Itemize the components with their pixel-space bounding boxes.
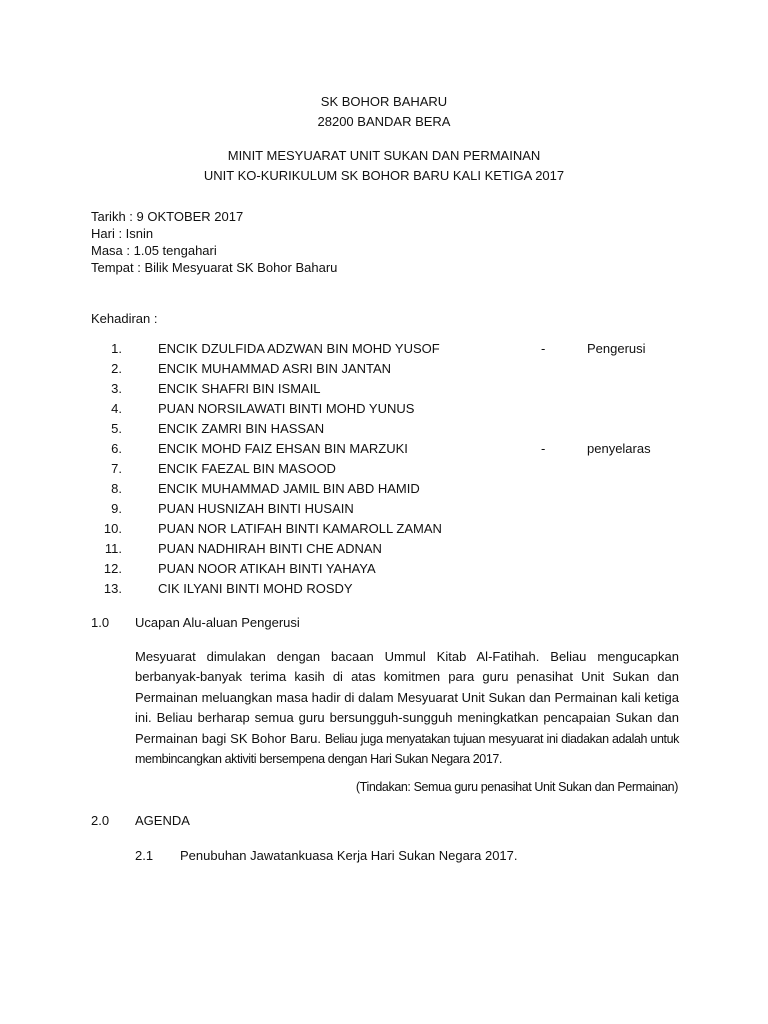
attendee-name: ENCIK DZULFIDA ADZWAN BIN MOHD YUSOF <box>158 341 440 356</box>
attendee-number: 10. <box>103 521 122 536</box>
attendee-name: ENCIK SHAFRI BIN ISMAIL <box>158 381 321 396</box>
role-dash: - <box>541 441 546 456</box>
school-name: SK BOHOR BAHARU <box>320 94 448 109</box>
meeting-date: Tarikh : 9 OKTOBER 2017 <box>91 209 244 224</box>
attendee-number: 13. <box>103 581 122 596</box>
attendee-name: ENCIK FAEZAL BIN MASOOD <box>158 461 336 476</box>
attendee-name: PUAN NADHIRAH BINTI CHE ADNAN <box>158 541 382 556</box>
attendee-number: 11. <box>104 541 122 556</box>
attendee-number: 7. <box>111 461 122 476</box>
opening-paragraph <box>135 647 679 769</box>
action-note: (Tindakan: Semua guru penasihat Unit Sukan dan Permainan) <box>355 780 678 794</box>
attendee-name: PUAN NOOR ATIKAH BINTI YAHAYA <box>158 561 376 576</box>
attendee-name: ENCIK ZAMRI BIN HASSAN <box>158 421 325 436</box>
attendee-number: 2. <box>111 361 122 376</box>
section-number: 2.0 <box>91 813 110 828</box>
subsection-number: 2.1 <box>135 848 154 863</box>
meeting-time: Masa : 1.05 tengahari <box>91 243 217 258</box>
attendee-number: 9. <box>111 501 122 516</box>
section-title: Ucapan Alu-aluan Pengerusi <box>135 615 300 630</box>
attendee-number: 1. <box>111 341 122 356</box>
attendee-role: Pengerusi <box>587 341 646 356</box>
attendee-role: penyelaras <box>587 441 651 456</box>
attendee-name: ENCIK MUHAMMAD ASRI BIN JANTAN <box>158 361 392 376</box>
subsection-title: Penubuhan Jawatankuasa Kerja Hari Sukan Negara 2017. <box>180 848 518 863</box>
attendee-number: 4. <box>111 401 122 416</box>
section-title: AGENDA <box>135 813 190 828</box>
attendance-label: Kehadiran : <box>91 311 158 326</box>
minutes-title: MINIT MESYUARAT UNIT SUKAN DAN PERMAINAN <box>227 148 541 163</box>
paragraph-text: Mesyuarat dimulakan dengan bacaan Ummul Kitab Al-Fatihah. Beliau mengucapkan berbanyak-banyak terima kasih di atas komitmen para guru penasihat Unit Sukan dan Permainan meluangkan masa hadir di dalam Mesyuarat Unit Sukan dan Permainan kali ketiga ini. Beliau berharap semua guru bersungguh-sungguh meningkatkan pencapaian Sukan dan Permainan bagi SK Bohor Baru. <box>135 649 679 746</box>
attendee-name: ENCIK MOHD FAIZ EHSAN BIN MARZUKI <box>158 441 408 456</box>
attendee-name: PUAN HUSNIZAH BINTI HUSAIN <box>158 501 354 516</box>
attendee-number: 6. <box>111 441 122 456</box>
paragraph-text-narrow: Beliau juga menyatakan tujuan mesyuarat ini diadakan adalah untuk membincangkan aktiviti bersempena dengan Hari Sukan Negara 2017. <box>135 731 679 767</box>
attendee-number: 12. <box>103 561 122 576</box>
section-number: 1.0 <box>91 615 110 630</box>
attendee-name: PUAN NORSILAWATI BINTI MOHD YUNUS <box>158 401 415 416</box>
meeting-place: Tempat : Bilik Mesyuarat SK Bohor Baharu <box>91 260 338 275</box>
minutes-subtitle: UNIT KO-KURIKULUM SK BOHOR BARU KALI KETIGA 2017 <box>203 168 565 183</box>
role-dash: - <box>541 341 546 356</box>
meeting-day: Hari : Isnin <box>91 226 154 241</box>
attendee-name: ENCIK MUHAMMAD JAMIL BIN ABD HAMID <box>158 481 420 496</box>
attendee-number: 5. <box>111 421 122 436</box>
school-address: 28200 BANDAR BERA <box>317 114 451 129</box>
attendee-number: 8. <box>111 481 122 496</box>
attendee-number: 3. <box>111 381 122 396</box>
attendee-name: PUAN NOR LATIFAH BINTI KAMAROLL ZAMAN <box>158 521 442 536</box>
attendee-name: CIK ILYANI BINTI MOHD ROSDY <box>158 581 353 596</box>
